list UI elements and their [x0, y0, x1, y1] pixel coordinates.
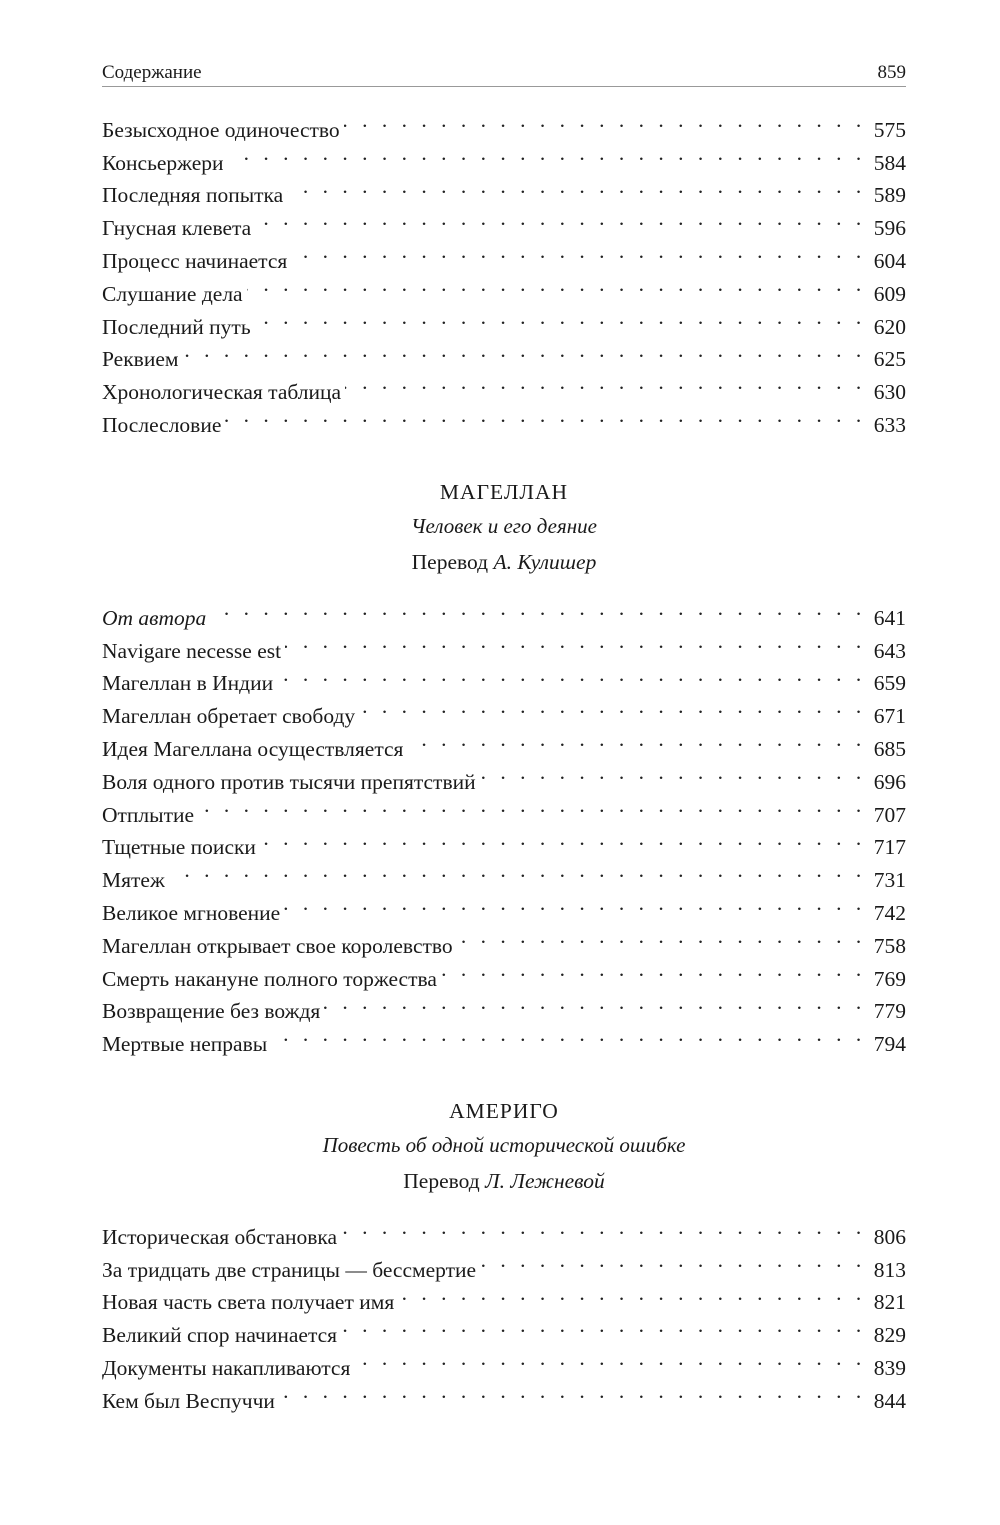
toc-entry-page: 779 [873, 999, 906, 1024]
toc-entry [102, 592, 906, 630]
section-heading-amerigo [102, 1094, 906, 1200]
toc-entry-page: 769 [873, 966, 906, 991]
toc-entry-page: 643 [873, 638, 906, 663]
dot-leader [341, 1211, 866, 1244]
toc-entry [102, 854, 906, 893]
dot-leader [441, 953, 866, 986]
dot-leader [225, 399, 865, 432]
dot-leader [284, 887, 866, 920]
dot-leader [480, 756, 866, 789]
toc-entry-page: 717 [873, 835, 906, 860]
toc-entry-page: 575 [873, 117, 906, 142]
toc-entry-title: Воля одного против тысячи препятствий [102, 769, 476, 794]
page-number: 859 [877, 62, 906, 83]
toc-entry [102, 789, 906, 827]
dot-leader [324, 986, 865, 1019]
toc-entry-title: Великое мгновение [102, 900, 281, 925]
dot-leader [457, 920, 866, 953]
toc-entry-title: Послесловие [102, 412, 222, 437]
dot-leader [345, 366, 866, 399]
toc-entry-page: 685 [873, 736, 906, 761]
toc-entry-title: Мятеж [102, 868, 165, 893]
dot-leader [228, 137, 866, 170]
toc-entry-page: 620 [873, 314, 906, 339]
toc-entry-title: Кем был Веспуччи [102, 1388, 275, 1413]
dot-leader [287, 170, 866, 203]
toc-entry-title: Хронологическая таблица [102, 380, 342, 405]
toc-entry-title: Безысходное одиночество [102, 117, 340, 142]
toc-entry-title: Документы накапливаются [102, 1355, 351, 1380]
toc-entry-title: Последний путь [102, 314, 251, 339]
toc-entry-page: 731 [873, 868, 906, 893]
translation-prefix: Перевод [403, 1169, 486, 1193]
toc-entry [102, 104, 906, 142]
dot-leader [398, 1277, 866, 1310]
section-title: МАГЕЛЛАН [439, 480, 569, 504]
toc-entry-title: Историческая обстановка [102, 1224, 338, 1249]
dot-leader [291, 235, 865, 268]
toc-entry-page: 630 [873, 380, 906, 405]
toc-entry [102, 334, 906, 372]
dot-leader [255, 202, 866, 235]
toc-entry-title: Мертвые неправы [102, 1032, 268, 1057]
toc-entry-page: 813 [873, 1257, 906, 1282]
dot-leader [210, 592, 865, 625]
toc-entry-page: 604 [873, 248, 906, 273]
toc-entry-title: Консьержери [102, 150, 224, 175]
translation-prefix: Перевод [411, 550, 494, 574]
toc-entry-title: От автора [102, 605, 207, 630]
toc-entry-page: 609 [873, 281, 906, 306]
toc-entry-title: Магеллан в Индии [102, 671, 274, 696]
toc-entry-page: 839 [873, 1355, 906, 1380]
toc-entry-page: 707 [873, 802, 906, 827]
toc-list-magellan [102, 592, 906, 1057]
toc-entry-page: 596 [873, 216, 906, 241]
toc-entry-title: Navigare necesse est [102, 638, 282, 663]
toc-entry [102, 366, 906, 405]
toc-entry-title: Реквием [102, 347, 179, 372]
running-head-title: Содержание [102, 62, 202, 83]
toc-entry-page: 641 [873, 605, 906, 630]
toc-list-top [102, 104, 906, 437]
dot-leader [341, 1309, 866, 1342]
toc-entry-title: За тридцать две страницы — бессмертие [102, 1257, 477, 1282]
translation-credit [102, 543, 906, 581]
toc-entry-title: Магеллан обретает свободу [102, 704, 356, 729]
dot-leader [271, 1018, 866, 1051]
dot-leader [198, 789, 866, 822]
toc-entry-page: 806 [873, 1224, 906, 1249]
toc-entry-title: Отплытие [102, 802, 195, 827]
toc-entry-page: 589 [873, 183, 906, 208]
dot-leader [277, 658, 866, 691]
dot-leader [344, 104, 866, 137]
toc-entry [102, 887, 906, 925]
toc-entry-page: 844 [873, 1388, 906, 1413]
dot-leader [279, 1375, 866, 1408]
section-title: АМЕРИГО [449, 1099, 559, 1123]
toc-entry-page: 584 [873, 150, 906, 175]
toc-entry [102, 822, 906, 860]
dot-leader [285, 625, 866, 658]
toc-entry-page: 821 [873, 1290, 906, 1315]
toc-entry-page: 829 [873, 1323, 906, 1348]
toc-entry-title: Процесс начинается [102, 248, 288, 273]
toc-entry-title: Новая часть света получает имя [102, 1290, 395, 1315]
dot-leader [182, 334, 865, 367]
dot-leader [169, 854, 866, 887]
toc-entry-page: 758 [873, 933, 906, 958]
dot-leader [359, 690, 866, 723]
running-head [102, 60, 906, 87]
dot-leader [480, 1244, 866, 1277]
toc-entry-title: Тщетные поиски [102, 835, 256, 860]
toc-entry-page: 671 [873, 704, 906, 729]
toc-list-amerigo [102, 1211, 906, 1413]
translation-credit [102, 1162, 906, 1200]
toc-entry [102, 1211, 906, 1249]
dot-leader [354, 1342, 865, 1375]
toc-entry-title: Гнусная клевета [102, 216, 252, 241]
toc-entry-title: Великий спор начинается [102, 1323, 338, 1348]
section-subtitle: Повесть об одной исторической ошибке [322, 1133, 686, 1157]
toc-entry [102, 625, 906, 663]
toc-entry-title: Идея Магеллана осуществляется [102, 736, 404, 761]
toc-entry-title: Последняя попытка [102, 183, 284, 208]
toc-entry-page: 696 [873, 769, 906, 794]
dot-leader [247, 268, 866, 301]
toc-entry-page: 742 [873, 900, 906, 925]
toc-entry-page: 794 [873, 1032, 906, 1057]
dot-leader [407, 723, 865, 756]
toc-entry-title: Возвращение без вождя [102, 999, 321, 1024]
toc-entry-page: 633 [873, 412, 906, 437]
translator-name: Л. Лежневой [485, 1169, 605, 1193]
toc-entry-page: 659 [873, 671, 906, 696]
translator-name: А. Кулишер [493, 550, 597, 574]
toc-entry-title: Магеллан открывает свое королевство [102, 933, 453, 958]
toc-entry-title: Слушание дела [102, 281, 243, 306]
dot-leader [260, 822, 866, 855]
section-heading-magellan [102, 475, 906, 581]
dot-leader [255, 301, 866, 334]
toc-entry-page: 625 [873, 347, 906, 372]
toc-entry-title: Смерть накануне полного торжества [102, 966, 437, 991]
section-subtitle: Человек и его деяние [411, 514, 597, 538]
